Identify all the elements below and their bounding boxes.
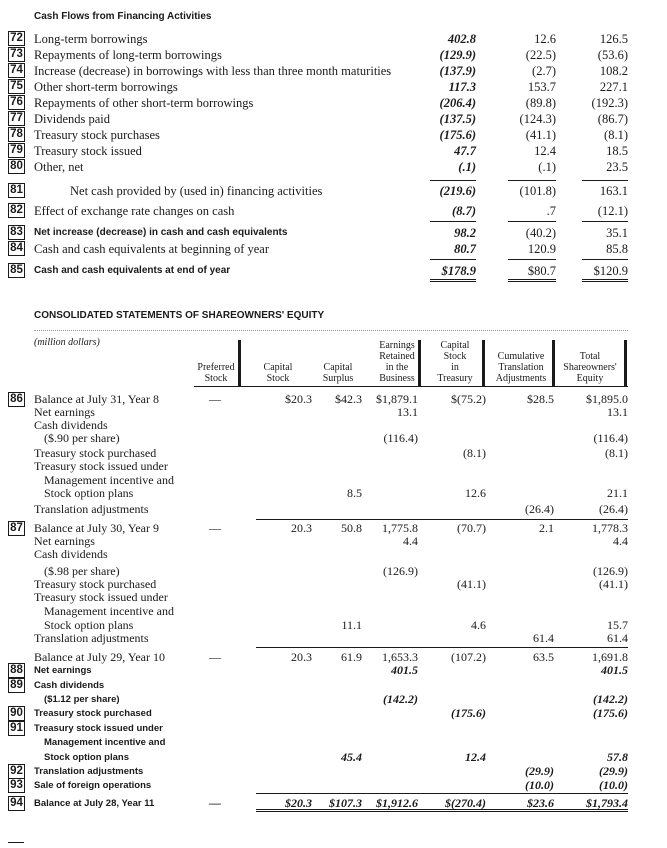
value-year11: 117.3 xyxy=(448,80,476,94)
column-bar xyxy=(624,340,627,387)
line-number: 75 xyxy=(8,79,25,94)
line-number: 88 xyxy=(8,663,25,678)
line-number: 89 xyxy=(8,678,25,693)
cash-flow-row xyxy=(0,31,667,47)
equity-row xyxy=(0,432,667,445)
value-capital-surplus: 50.8 xyxy=(341,521,362,535)
header-line: Stock xyxy=(443,351,467,362)
value-year9: 35.1 xyxy=(606,226,628,240)
value-year10: (124.3) xyxy=(519,112,556,126)
header-line: Capital xyxy=(440,340,470,351)
value-year9: (192.3) xyxy=(591,96,628,110)
column-bar xyxy=(418,340,421,387)
header-rule xyxy=(194,386,628,387)
equity-row xyxy=(0,651,667,664)
double-rule xyxy=(430,279,476,282)
value-total-equity: (126.9) xyxy=(593,564,628,578)
cash-flow-row xyxy=(0,47,667,63)
value-total-equity: 4.4 xyxy=(613,534,628,548)
rule xyxy=(582,180,628,181)
line-number: 72 xyxy=(8,31,25,46)
cash-flow-row xyxy=(0,263,667,279)
value-preferred: — xyxy=(209,392,221,406)
equity-row xyxy=(0,393,667,406)
value-treasury-stock: $(75.2) xyxy=(451,392,486,406)
value-year11: (137.5) xyxy=(439,112,476,126)
value-year10: (41.1) xyxy=(525,128,556,142)
row-label: Treasury stock issued under xyxy=(34,723,163,734)
row-label: Net increase (decrease) in cash and cash equivalents xyxy=(34,227,288,238)
value-year11: (206.4) xyxy=(439,96,476,110)
value-earnings-retained: 13.1 xyxy=(397,405,418,419)
row-label: Cash and cash equivalents at end of year xyxy=(34,265,231,276)
value-year9: (86.7) xyxy=(597,112,628,126)
header-line: Retained xyxy=(379,351,415,362)
value-year11: 80.7 xyxy=(454,242,476,256)
units-note: (million dollars) xyxy=(34,337,100,348)
value-translation-adjustments: 2.1 xyxy=(539,521,554,535)
row-label: Management incentive and xyxy=(44,604,174,618)
value-total-equity: 21.1 xyxy=(607,486,628,500)
line-number: 80 xyxy=(8,159,25,174)
header-line: Translation xyxy=(498,362,544,373)
row-label: Translation adjustments xyxy=(34,631,149,645)
value-year9: 227.1 xyxy=(599,80,628,94)
row-label: Net cash provided by (used in) financing activities xyxy=(70,184,323,198)
value-treasury-stock: (8.1) xyxy=(463,446,486,460)
header-capital-surplus xyxy=(316,362,360,384)
value-total-equity: (26.4) xyxy=(599,502,628,516)
value-capital-surplus: 11.1 xyxy=(341,618,362,632)
row-label: Long-term borrowings xyxy=(34,32,148,46)
header-line: in xyxy=(451,362,459,373)
header-translation xyxy=(488,351,554,384)
row-label: Cash dividends xyxy=(34,547,108,561)
cash-flow-row xyxy=(0,183,667,199)
line-number: 77 xyxy=(8,111,25,126)
value-earnings-retained: $1,912.6 xyxy=(376,796,418,810)
value-year11: 47.7 xyxy=(454,144,476,158)
value-year10: .7 xyxy=(546,204,556,218)
value-total-equity: (116.4) xyxy=(593,431,628,445)
cash-flow-row xyxy=(0,241,667,257)
value-translation-adjustments: (29.9) xyxy=(525,764,554,778)
value-year11: 98.2 xyxy=(454,226,476,240)
row-label: Cash dividends xyxy=(34,418,108,432)
value-translation-adjustments: (10.0) xyxy=(525,778,554,792)
value-treasury-stock: (175.6) xyxy=(451,706,486,720)
value-capital-stock: 20.3 xyxy=(291,650,312,664)
value-treasury-stock: $(270.4) xyxy=(445,796,486,810)
rule xyxy=(508,259,556,260)
value-total-equity: (8.1) xyxy=(605,446,628,460)
value-year9: 126.5 xyxy=(599,32,628,46)
value-year10: 153.7 xyxy=(527,80,556,94)
row-label: Repayments of long-term borrowings xyxy=(34,48,222,62)
value-year10: (.1) xyxy=(538,160,556,174)
row-label: Stock option plans xyxy=(44,752,129,763)
header-line: Capital xyxy=(323,362,353,373)
value-year10: 12.4 xyxy=(534,144,556,158)
value-capital-surplus: $42.3 xyxy=(335,392,362,406)
line-number: 90 xyxy=(8,706,25,721)
equity-row xyxy=(0,548,667,561)
value-earnings-retained: 1,653.3 xyxy=(382,650,418,664)
equity-row xyxy=(0,664,667,677)
rule xyxy=(582,259,628,260)
row-label: Stock option plans xyxy=(44,486,134,500)
header-line: Total xyxy=(579,351,601,362)
value-total-equity: $1,793.4 xyxy=(586,796,628,810)
equity-row xyxy=(0,503,667,516)
value-treasury-stock: (70.7) xyxy=(457,521,486,535)
header-treasury xyxy=(430,340,480,384)
equity-row xyxy=(0,736,667,749)
column-bar xyxy=(552,340,555,387)
header-preferred xyxy=(194,362,238,384)
value-preferred: — xyxy=(209,650,221,664)
value-total-equity: 57.8 xyxy=(607,750,628,764)
row-label: Net earnings xyxy=(34,405,95,419)
line-number: 82 xyxy=(8,203,25,218)
rule xyxy=(256,793,628,794)
value-translation-adjustments: $28.5 xyxy=(527,392,554,406)
line-number: 91 xyxy=(8,721,25,736)
cash-flow-row xyxy=(0,143,667,159)
line-number: 94 xyxy=(8,796,25,811)
row-label: Treasury stock issued under xyxy=(34,459,168,473)
row-label: Stock option plans xyxy=(44,618,134,632)
equity-row xyxy=(0,522,667,535)
value-year9: (12.1) xyxy=(597,204,628,218)
double-rule xyxy=(256,809,628,812)
value-year10: (101.8) xyxy=(519,184,556,198)
row-label: Management incentive and xyxy=(44,737,166,748)
line-number: 92 xyxy=(8,764,25,779)
rule xyxy=(508,221,556,222)
value-total-equity: $1,895.0 xyxy=(586,392,628,406)
line-number: 73 xyxy=(8,47,25,62)
rule xyxy=(430,259,476,260)
cash-flow-row xyxy=(0,63,667,79)
line-number: 79 xyxy=(8,143,25,158)
value-earnings-retained: 4.4 xyxy=(403,534,418,548)
equity-row xyxy=(0,591,667,604)
row-label: Translation adjustments xyxy=(34,766,144,777)
cash-flow-row xyxy=(0,79,667,95)
header-line: Shareowners' xyxy=(563,362,617,373)
value-treasury-stock: 12.6 xyxy=(465,486,486,500)
value-year9: 18.5 xyxy=(606,144,628,158)
cash-flow-row xyxy=(0,111,667,127)
row-label: Treasury stock purchased xyxy=(34,446,157,460)
row-label: Translation adjustments xyxy=(34,502,149,516)
value-year11: (8.7) xyxy=(452,204,476,218)
rule xyxy=(430,180,476,181)
value-year9: (8.1) xyxy=(604,128,628,142)
equity-row xyxy=(0,707,667,720)
equity-row xyxy=(0,460,667,473)
cash-flow-row xyxy=(0,95,667,111)
row-label: Net earnings xyxy=(34,534,95,548)
double-rule xyxy=(508,279,556,282)
double-rule xyxy=(582,279,628,282)
value-capital-surplus: 45.4 xyxy=(341,750,362,764)
row-label: Net earnings xyxy=(34,665,92,676)
line-number: 76 xyxy=(8,95,25,110)
row-label: Balance at July 28, Year 11 xyxy=(34,798,155,809)
value-translation-adjustments: 61.4 xyxy=(533,631,554,645)
value-total-equity: (175.6) xyxy=(593,706,628,720)
header-line: Preferred xyxy=(197,362,235,373)
header-line: Stock xyxy=(266,373,290,384)
value-total-equity: 61.4 xyxy=(607,631,628,645)
value-translation-adjustments: (26.4) xyxy=(525,502,554,516)
value-earnings-retained: $1,879.1 xyxy=(376,392,418,406)
line-number: 74 xyxy=(8,63,25,78)
header-line: Cumulative xyxy=(497,351,545,362)
value-translation-adjustments: $23.6 xyxy=(527,796,554,810)
header-line: Equity xyxy=(576,373,604,384)
rule xyxy=(256,647,628,648)
rule xyxy=(256,519,628,520)
header-line: Adjustments xyxy=(495,373,547,384)
equity-row xyxy=(0,693,667,706)
line-number: 87 xyxy=(8,521,25,536)
cash-flow-row xyxy=(0,127,667,143)
value-treasury-stock: (107.2) xyxy=(451,650,486,664)
value-total-equity: 15.7 xyxy=(607,618,628,632)
equity-title: CONSOLIDATED STATEMENTS OF SHAREOWNERS' EQUITY xyxy=(34,310,325,321)
row-label: Sale of foreign operations xyxy=(34,780,152,791)
value-year10: 12.6 xyxy=(534,32,556,46)
equity-row xyxy=(0,632,667,645)
value-year9: (53.6) xyxy=(597,48,628,62)
line-number: 85 xyxy=(8,263,25,278)
row-label: Treasury stock issued xyxy=(34,144,142,158)
equity-row xyxy=(0,765,667,778)
value-treasury-stock: (41.1) xyxy=(457,577,486,591)
value-capital-stock: $20.3 xyxy=(285,796,312,810)
equity-row xyxy=(0,722,667,735)
value-preferred: — xyxy=(209,521,221,535)
header-line: Earnings xyxy=(379,340,415,351)
value-year11: $178.9 xyxy=(441,264,476,278)
row-label: Treasury stock purchased xyxy=(34,577,157,591)
header-earnings xyxy=(372,340,422,384)
value-year9: $120.9 xyxy=(593,264,628,278)
cash-flow-row xyxy=(0,225,667,241)
header-line: Surplus xyxy=(322,373,354,384)
value-year9: 108.2 xyxy=(599,64,628,78)
value-year10: (40.2) xyxy=(525,226,556,240)
column-bar xyxy=(482,340,485,387)
value-capital-surplus: 8.5 xyxy=(347,486,362,500)
value-capital-surplus: 61.9 xyxy=(341,650,362,664)
value-total-equity: 1,691.8 xyxy=(592,650,628,664)
header-line: Capital xyxy=(263,362,293,373)
dotted-rule xyxy=(34,330,628,331)
value-year11: (219.6) xyxy=(439,184,476,198)
value-year10: (22.5) xyxy=(525,48,556,62)
row-label: Balance at July 30, Year 9 xyxy=(34,521,159,535)
row-label: Other, net xyxy=(34,160,84,174)
line-number: 93 xyxy=(8,778,25,793)
row-label: Cash and cash equivalents at beginning of year xyxy=(34,242,269,256)
cash-flow-row xyxy=(0,159,667,175)
equity-row xyxy=(0,605,667,618)
value-year9: 23.5 xyxy=(606,160,628,174)
rule xyxy=(430,221,476,222)
line-number: 84 xyxy=(8,241,25,256)
row-label: Treasury stock purchased xyxy=(34,708,152,719)
equity-row xyxy=(0,679,667,692)
cash-flow-row xyxy=(0,203,667,219)
value-total-equity: (29.9) xyxy=(599,764,628,778)
rule xyxy=(582,221,628,222)
value-year10: (89.8) xyxy=(525,96,556,110)
row-label: ($.90 per share) xyxy=(44,431,120,445)
value-year11: (137.9) xyxy=(439,64,476,78)
value-capital-surplus: $107.3 xyxy=(329,796,362,810)
value-treasury-stock: 12.4 xyxy=(465,750,486,764)
header-line: Stock xyxy=(204,373,228,384)
value-earnings-retained: (116.4) xyxy=(383,431,418,445)
row-label: Repayments of other short-term borrowings xyxy=(34,96,254,110)
line-number: 78 xyxy=(8,127,25,142)
value-earnings-retained: (126.9) xyxy=(383,564,418,578)
equity-row xyxy=(0,751,667,764)
row-label: Increase (decrease) in borrowings with less than three month maturities xyxy=(34,64,392,78)
value-year10: 120.9 xyxy=(527,242,556,256)
line-number: 86 xyxy=(8,392,25,407)
header-line: in the xyxy=(385,362,409,373)
header-line: Business xyxy=(379,373,415,384)
equity-row xyxy=(0,487,667,500)
row-label: Dividends paid xyxy=(34,112,111,126)
value-year11: (.1) xyxy=(458,160,476,174)
row-label: Cash dividends xyxy=(34,680,105,691)
value-total-equity: (41.1) xyxy=(599,577,628,591)
value-total-equity: (10.0) xyxy=(599,778,628,792)
value-total-equity: 1,778.3 xyxy=(592,521,628,535)
row-label: Treasury stock issued under xyxy=(34,590,168,604)
value-earnings-retained: (142.2) xyxy=(383,692,418,706)
row-label: Management incentive and xyxy=(44,473,174,487)
row-label: ($.98 per share) xyxy=(44,564,120,578)
value-earnings-retained: 1,775.8 xyxy=(382,521,418,535)
row-label: Treasury stock purchases xyxy=(34,128,160,142)
row-label: ($1.12 per share) xyxy=(44,694,120,705)
header-total xyxy=(558,351,622,384)
value-year11: 402.8 xyxy=(447,32,476,46)
value-translation-adjustments: 63.5 xyxy=(533,650,554,664)
value-capital-stock: 20.3 xyxy=(291,521,312,535)
row-label: Balance at July 29, Year 10 xyxy=(34,650,165,664)
header-line: Treasury xyxy=(437,373,473,384)
rule xyxy=(508,180,556,181)
value-total-equity: 13.1 xyxy=(607,405,628,419)
line-number: 83 xyxy=(8,225,25,240)
value-year11: (175.6) xyxy=(439,128,476,142)
value-year9: 85.8 xyxy=(606,242,628,256)
value-year10: $80.7 xyxy=(527,264,556,278)
value-treasury-stock: 4.6 xyxy=(471,618,486,632)
value-year9: 163.1 xyxy=(599,184,628,198)
value-total-equity: (142.2) xyxy=(593,692,628,706)
value-earnings-retained: 401.5 xyxy=(391,663,418,677)
footer-mark xyxy=(8,842,24,843)
row-label: Other short-term borrowings xyxy=(34,80,178,94)
header-capital-stock xyxy=(256,362,300,384)
value-year11: (129.9) xyxy=(439,48,476,62)
row-label: Balance at July 31, Year 8 xyxy=(34,392,159,406)
row-label: Effect of exchange rate changes on cash xyxy=(34,204,235,218)
value-year10: (2.7) xyxy=(532,64,556,78)
column-bar xyxy=(238,340,241,387)
value-capital-stock: $20.3 xyxy=(285,392,312,406)
equity-row xyxy=(0,779,667,792)
line-number: 81 xyxy=(8,183,25,198)
value-preferred: — xyxy=(209,796,221,810)
cash-flows-title: Cash Flows from Financing Activities xyxy=(34,11,212,22)
value-total-equity: 401.5 xyxy=(601,663,628,677)
